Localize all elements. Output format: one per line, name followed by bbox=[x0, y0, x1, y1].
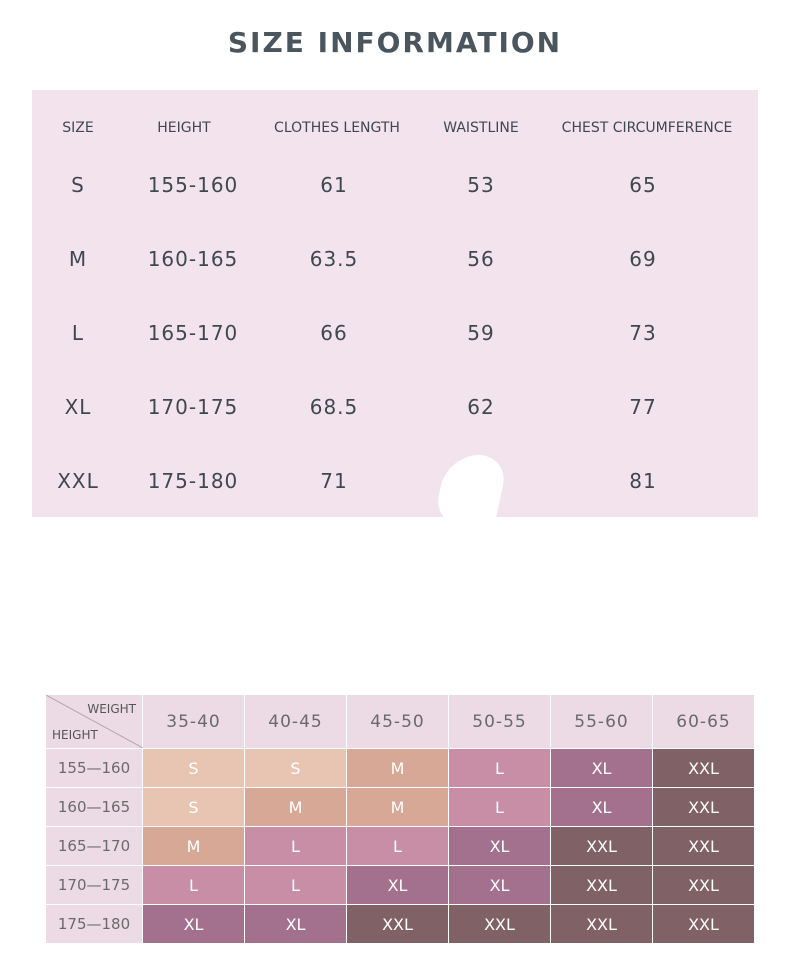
clothes-length-cell: 63.5 bbox=[309, 247, 359, 271]
size-recommendation-cell: XXL bbox=[653, 827, 755, 866]
size-cell: XL bbox=[64, 395, 92, 419]
height-row-label: 175—180 bbox=[46, 905, 143, 944]
header-clothes-length: CLOTHES LENGTH bbox=[274, 120, 400, 136]
size-recommendation-cell: XL bbox=[551, 749, 653, 788]
waistline-cell: 53 bbox=[467, 173, 495, 197]
header-size: SIZE bbox=[62, 120, 94, 136]
grid-row bbox=[46, 827, 755, 866]
height-row-label: 155—160 bbox=[46, 749, 143, 788]
clothes-length-cell: 71 bbox=[320, 469, 348, 493]
weight-header: 50-55 bbox=[449, 695, 551, 749]
size-recommendation-cell: XL bbox=[143, 905, 245, 944]
size-recommendation-cell: XL bbox=[245, 905, 347, 944]
height-cell: 170-175 bbox=[147, 395, 239, 419]
header-chest: CHEST CIRCUMFERENCE bbox=[561, 120, 733, 136]
size-recommendation-cell: L bbox=[143, 866, 245, 905]
size-cell: L bbox=[71, 321, 85, 345]
size-recommendation-cell: XXL bbox=[551, 866, 653, 905]
waistline-cell: 59 bbox=[467, 321, 495, 345]
size-recommendation-cell: L bbox=[449, 749, 551, 788]
header-waistline: WAISTLINE bbox=[443, 120, 519, 136]
size-recommendation-cell: XXL bbox=[449, 905, 551, 944]
page-title: SIZE INFORMATION bbox=[227, 26, 563, 59]
waistline-cell: 56 bbox=[467, 247, 495, 271]
size-recommendation-cell: XXL bbox=[653, 788, 755, 827]
size-recommendation-cell: XXL bbox=[347, 905, 449, 944]
weight-header: 55-60 bbox=[551, 695, 653, 749]
size-recommendation-cell: XL bbox=[449, 866, 551, 905]
corner-weight-label: WEIGHT bbox=[87, 702, 136, 716]
chest-cell: 81 bbox=[629, 469, 657, 493]
corner-height-label: HEIGHT bbox=[52, 728, 98, 742]
clothes-length-cell: 68.5 bbox=[309, 395, 359, 419]
size-recommendation-cell: L bbox=[347, 827, 449, 866]
size-recommendation-cell: XL bbox=[551, 788, 653, 827]
grid-row bbox=[46, 749, 755, 788]
height-cell: 175-180 bbox=[147, 469, 239, 493]
size-cell: XXL bbox=[57, 469, 99, 493]
grid-row bbox=[46, 905, 755, 944]
weight-height-grid bbox=[45, 694, 755, 944]
grid-row bbox=[46, 788, 755, 827]
size-recommendation-cell: L bbox=[449, 788, 551, 827]
clothes-length-cell: 61 bbox=[320, 173, 348, 197]
weight-header: 40-45 bbox=[245, 695, 347, 749]
size-recommendation-cell: M bbox=[143, 827, 245, 866]
size-recommendation-cell: L bbox=[245, 866, 347, 905]
size-recommendation-cell: XXL bbox=[653, 749, 755, 788]
size-recommendation-cell: S bbox=[143, 749, 245, 788]
grid-corner bbox=[46, 695, 143, 749]
chest-cell: 73 bbox=[629, 321, 657, 345]
chest-cell: 77 bbox=[629, 395, 657, 419]
size-recommendation-cell: S bbox=[245, 749, 347, 788]
size-table-panel bbox=[32, 90, 758, 517]
header-height: HEIGHT bbox=[157, 120, 211, 136]
height-row-label: 170—175 bbox=[46, 866, 143, 905]
size-recommendation-cell: XL bbox=[347, 866, 449, 905]
size-recommendation-cell: XL bbox=[449, 827, 551, 866]
height-cell: 165-170 bbox=[147, 321, 239, 345]
size-recommendation-cell: XXL bbox=[653, 866, 755, 905]
size-recommendation-cell: S bbox=[143, 788, 245, 827]
waistline-cell: 62 bbox=[467, 395, 495, 419]
size-cell: S bbox=[71, 173, 85, 197]
height-row-label: 165—170 bbox=[46, 827, 143, 866]
clothes-length-cell: 66 bbox=[320, 321, 348, 345]
size-recommendation-cell: M bbox=[347, 788, 449, 827]
chest-cell: 65 bbox=[629, 173, 657, 197]
size-recommendation-cell: XXL bbox=[551, 827, 653, 866]
weight-header: 35-40 bbox=[143, 695, 245, 749]
height-row-label: 160—165 bbox=[46, 788, 143, 827]
size-recommendation-cell: L bbox=[245, 827, 347, 866]
height-cell: 160-165 bbox=[147, 247, 239, 271]
size-recommendation-cell: M bbox=[245, 788, 347, 827]
weight-header: 60-65 bbox=[653, 695, 755, 749]
size-recommendation-cell: XXL bbox=[551, 905, 653, 944]
weight-header: 45-50 bbox=[347, 695, 449, 749]
size-cell: M bbox=[68, 247, 88, 271]
chest-cell: 69 bbox=[629, 247, 657, 271]
size-recommendation-cell: XXL bbox=[653, 905, 755, 944]
size-recommendation-cell: M bbox=[347, 749, 449, 788]
height-cell: 155-160 bbox=[147, 173, 239, 197]
grid-row bbox=[46, 866, 755, 905]
